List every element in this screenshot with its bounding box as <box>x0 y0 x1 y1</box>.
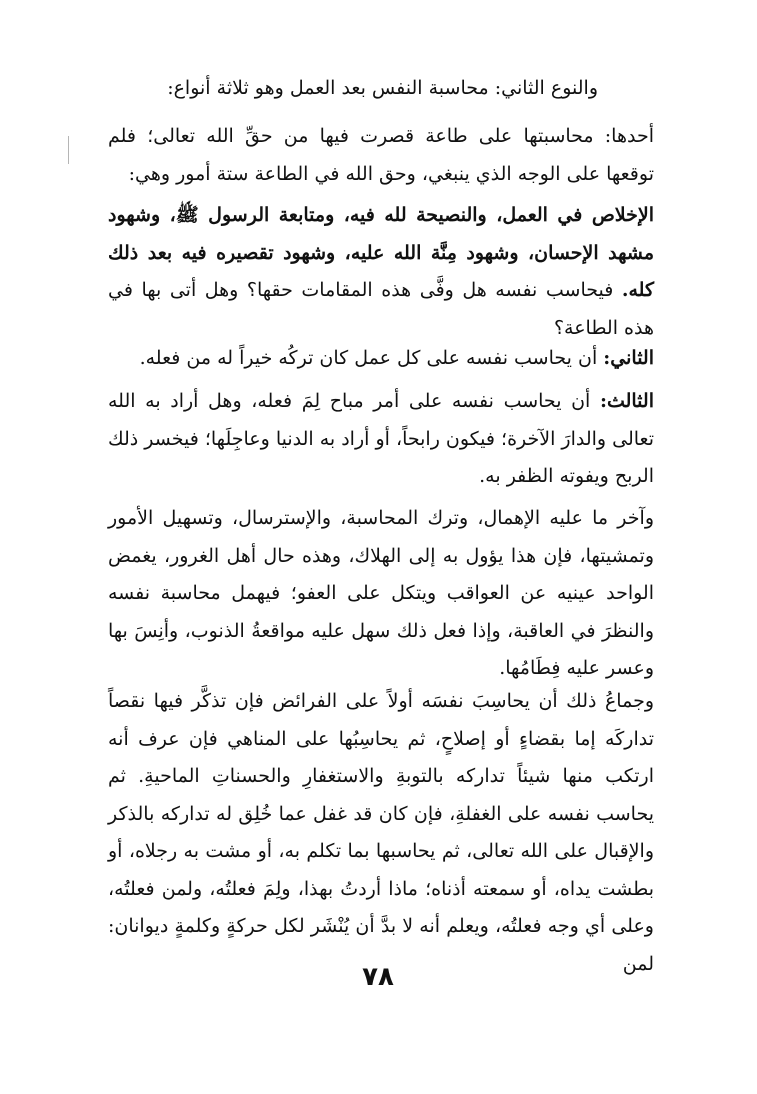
paragraph-neglect: وآخر ما عليه الإهمال، وترك المحاسبة، والإسترسال، وتسهيل الأمور وتمشيتها، فإن هذا يؤول به إلى الهلاك، وهذه حال أهل الغرور، يغمض الواحد عينيه عن العواقب ويتكل على العفو؛ فيهمل محاسبة نفسه والنظرَ في العاقبة، وإذا فعل ذلك سهل عليه مواقعةُ الذنوب، وأنِسَ بها وعسر عليه فِطَامُها. <box>108 507 654 679</box>
paragraph-summary: وجماعُ ذلك أن يحاسِبَ نفسَه أولاً على الفرائض فإن تذكَّر فيها نقصاً تداركَه إما بقضاءٍ أو إصلاحٍ، ثم يحاسِبُها على المناهي فإن عرف أنه ارتكب منها شيئاً تداركه بالتوبةِ والاستغفارِ والحسناتِ الماحيةِ. ثم يحاسب نفسه على الغفلةِ، فإن كان قد غفل عما خُلِق له تداركه بالذكر والإقبال على الله تعالى، ثم يحاسبها بما تكلم به، أو مشت به رجلاه، أو بطشت يداه، أو سمعته أذناه؛ ماذا أردتُ بهذا، ولِمَ فعلتُه، ولمن فعلتُه، وعلى أي وجه فعلتُه، ويعلم أنه لا بدَّ أن يُنْشَر لكل حركةٍ وكلمةٍ ديوانان: لمن <box>108 690 654 975</box>
paragraph-second-type <box>108 340 654 378</box>
paragraph-six-matters <box>108 197 654 347</box>
paragraph-first-type: أحدها: محاسبتها على طاعة قصرت فيها من حقِّ الله تعالى؛ فلم توقعها على الوجه الذي ينبغي، وحق الله في الطاعة ستة أمور وهي: <box>108 125 654 185</box>
margin-mark <box>68 136 71 164</box>
second-type-label: الثاني: <box>603 347 654 369</box>
page-number: ٧٨ <box>362 962 394 992</box>
third-type-text: أن يحاسب نفسه على أمر مباح لِمَ فعله، وهل أراد به الله تعالى والدارَ الآخرة؛ فيكون رابحاً، أو أراد به الدنيا وعاجِلَها؛ فيخسر ذلك الربح ويفوته الظفر به. <box>108 390 654 487</box>
second-type-text: أن يحاسب نفسه على كل عمل كان تركُه خيراً له من فعله. <box>139 347 604 369</box>
paragraph-third-type <box>108 383 654 496</box>
section-heading: والنوع الثاني: محاسبة النفس بعد العمل وهو ثلاثة أنواع: <box>167 77 598 99</box>
third-type-label: الثالث: <box>599 390 654 412</box>
six-matters-bold: الإخلاص في العمل، والنصيحة لله فيه، ومتابعة الرسول ﷺ، وشهود مشهد الإحسان، وشهود مِنَّة الله عليه، وشهود تقصيره فيه بعد ذلك كله. <box>108 204 654 301</box>
six-matters-rest: فيحاسب نفسه هل وفَّى هذه المقامات حقها؟ وهل أتى بها في هذه الطاعة؟ <box>108 279 654 339</box>
